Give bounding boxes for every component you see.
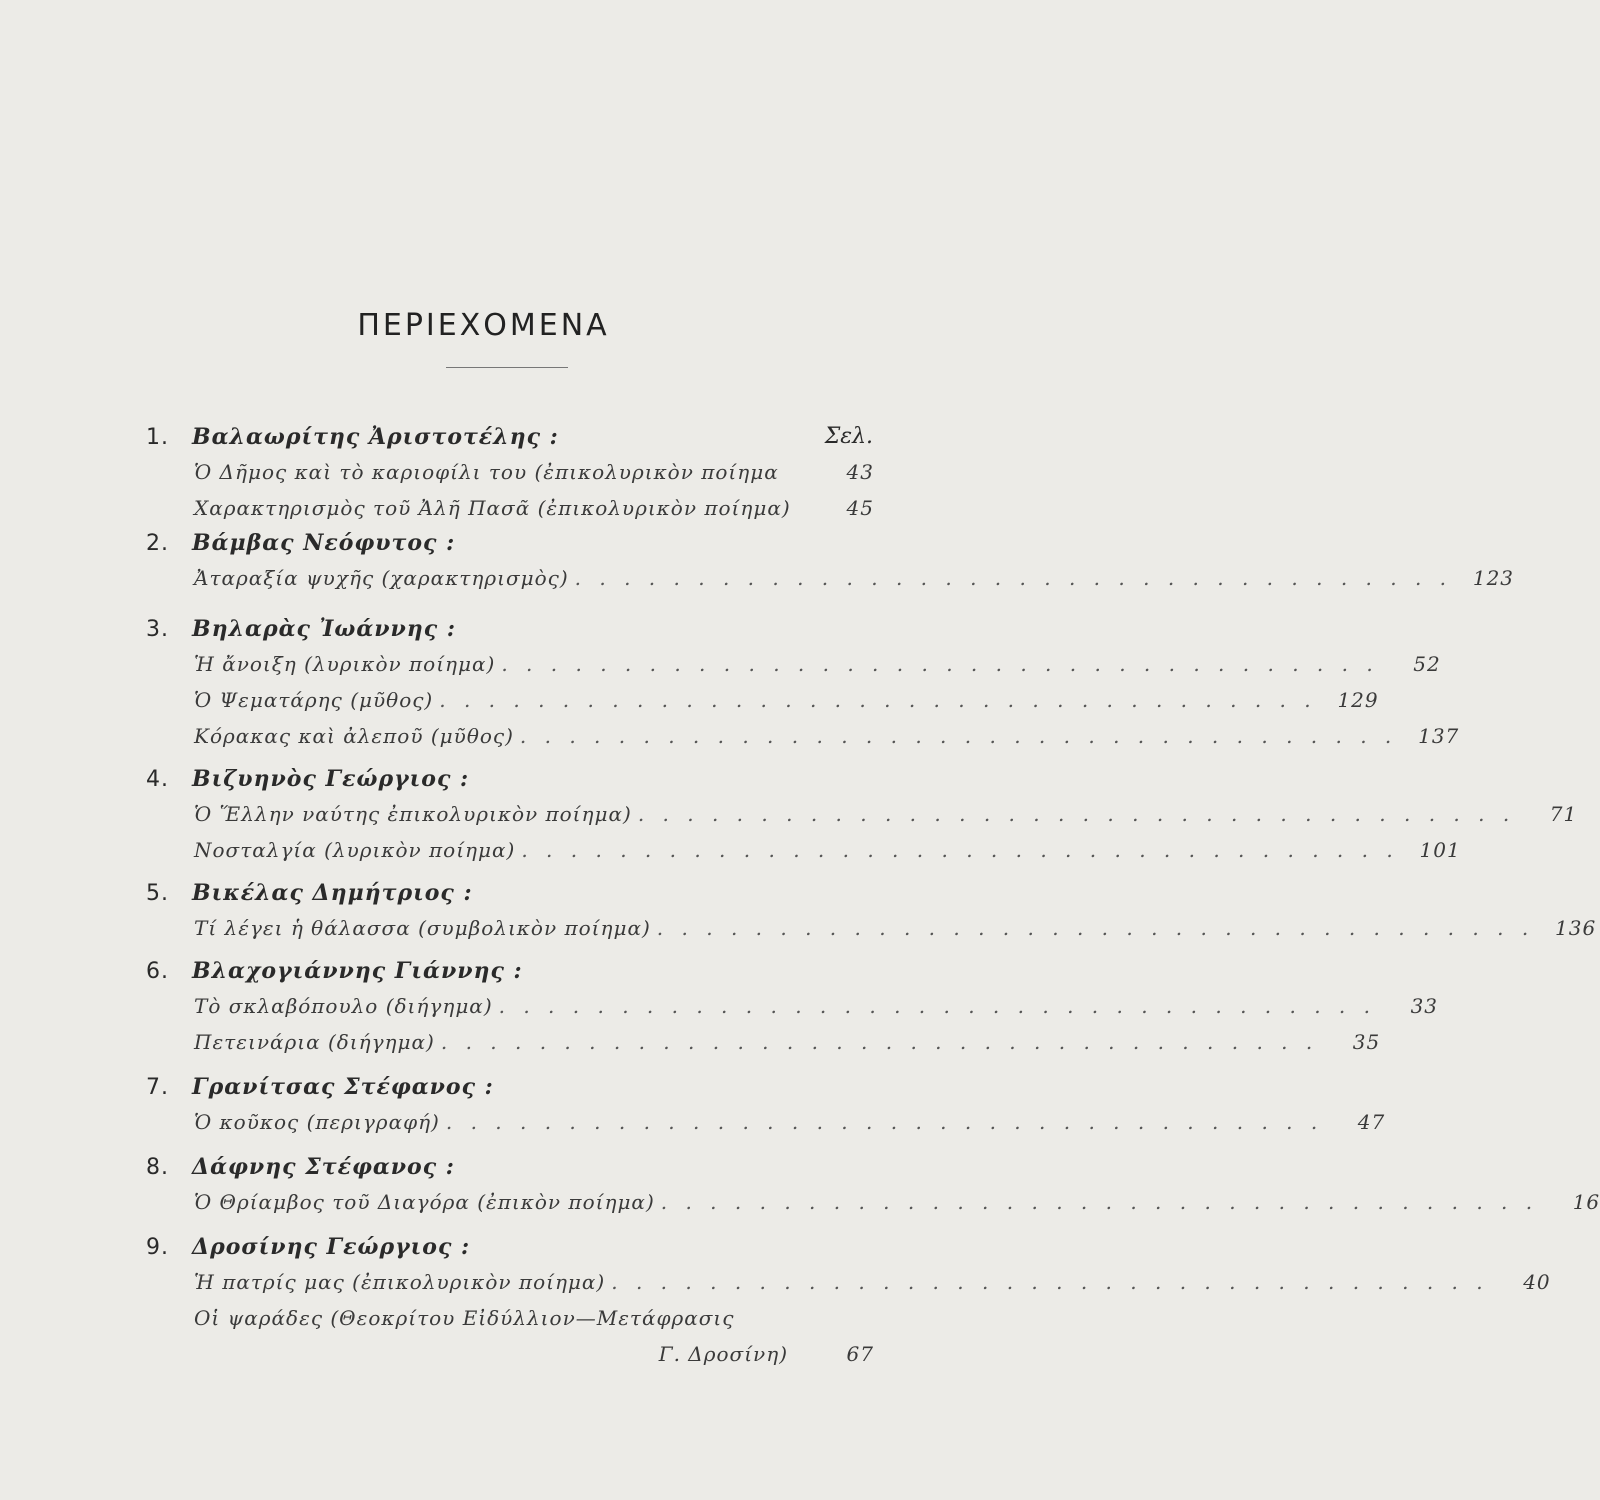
toc-entry-page: 40 (1523, 1270, 1551, 1294)
toc-author-name: Βλαχογιάννης Γιάννης : (192, 958, 523, 984)
toc-author (146, 1234, 796, 1260)
toc-entry[interactable] (194, 994, 1439, 1024)
toc-author-name: Δροσίνης Γεώργιος : (192, 1234, 471, 1260)
toc-entry-page: 33 (1410, 994, 1439, 1018)
toc-entry-page: 47 (1357, 1110, 1386, 1134)
toc-author-name: Βικέλας Δημήτριος : (192, 880, 473, 906)
toc-author-number: 2. (146, 531, 169, 556)
toc-entry-title: Ὁ Ἕλλην ναύτης ἐπικολυρικὸν ποίημα) (194, 802, 632, 826)
toc-author-number: 4. (146, 767, 169, 792)
toc-author (146, 530, 796, 556)
toc-continuation-page: 67 (846, 1342, 874, 1366)
toc-leader-dots: . . . . . . . . . . . . . . . . . . . . . . . . . . . . . . . . . . . . (656, 916, 1535, 940)
toc-entry-page: 136 (1555, 916, 1597, 940)
toc-entry-title: Τί λέγει ἡ θάλασσα (συμβολικὸν ποίημα) (194, 916, 651, 940)
toc-entry-title: Τὸ σκλαβόπουλο (διήγημα) (194, 994, 493, 1018)
toc-leader-dots: . . . . . . . . . . . . . . . . . . . . . . . . . . . . . . . . . . . . (519, 724, 1398, 748)
toc-entry[interactable] (194, 496, 874, 526)
toc-author-number: 6. (146, 959, 169, 984)
toc-author (146, 1154, 796, 1180)
toc-entry[interactable] (194, 566, 1515, 596)
toc-entry-title: Χαρακτηρισμὸς τοῦ Ἀλῆ Πασᾶ (ἐπικολυρικὸν ποίημα) (194, 496, 791, 520)
toc-leader-dots: . . . . . . . . . . . . . . . . . . . . . . . . . . . . . . . . . . . . (440, 1030, 1319, 1054)
toc-author-number: 3. (146, 617, 169, 642)
toc-leader-dots: . . . . . . . . . . . . . . . . . . . . . . . . . . . . . . . . . . . . (498, 994, 1377, 1018)
toc-author (146, 1074, 796, 1100)
toc-entry-title: Ὁ κοῦκος (περιγραφή) (194, 1110, 440, 1134)
toc-entry[interactable] (194, 688, 1379, 718)
page-column-label: Σελ. (824, 424, 873, 449)
toc-entry-page: 137 (1418, 724, 1460, 748)
toc-entry[interactable] (194, 802, 1578, 832)
toc-author (146, 616, 796, 642)
toc-author-name: Βιζυηνὸς Γεώργιος : (192, 766, 470, 792)
toc-entry-title: Ὁ Ψεματάρης (μῦθος) (194, 688, 434, 712)
toc-author (146, 766, 796, 792)
toc-entry[interactable] (194, 916, 1597, 946)
toc-entry-page: 35 (1352, 1030, 1381, 1054)
toc-entry-page: 123 (1472, 566, 1515, 590)
toc-author-name: Βηλαρὰς Ἰωάννης : (192, 616, 456, 642)
toc-author-name: Γρανίτσας Στέφανος : (192, 1074, 494, 1100)
toc-continuation-text: Γ. Δροσίνη) (658, 1342, 788, 1366)
toc-entry[interactable] (194, 724, 1460, 754)
toc-entry-title: Ἡ ἄνοιξη (λυρικὸν ποίημα) (194, 652, 496, 676)
toc-leader-dots: . . . . . . . . . . . . . . . . . . . . . . . . . . . . . . . . . . . . (611, 1270, 1489, 1294)
title-divider (446, 367, 568, 368)
toc-entry-page: 43 (846, 460, 874, 484)
toc-entry-title: Κόρακας καὶ ἀλεποῦ (μῦθος) (194, 724, 514, 748)
toc-leader-dots: . . . . . . . . . . . . . . . . . . . . . . . . . . . . . . . . . . . . (574, 566, 1453, 590)
toc-author (146, 958, 796, 984)
page-title: ΠΕΡΙΕΧΟΜΕΝΑ (357, 308, 610, 343)
toc-entry-page: 45 (846, 496, 874, 520)
toc-entry[interactable] (194, 1270, 1551, 1300)
toc-entry-continuation (194, 1342, 874, 1372)
toc-author (146, 424, 796, 450)
toc-entry[interactable] (194, 652, 1441, 682)
toc-entry-title: Νοσταλγία (λυρικὸν ποίημα) (194, 838, 516, 862)
toc-author-name: Βάμβας Νεόφυτος : (192, 530, 456, 556)
toc-author-name: Βαλαωρίτης Ἀριστοτέλης : (192, 424, 559, 450)
toc-leader-dots: . . . . . . . . . . . . . . . . . . . . . . . . . . . . . . . . . . . . (445, 1110, 1324, 1134)
toc-entry[interactable] (194, 460, 874, 490)
toc-entry-title: Πετεινάρια (διήγημα) (194, 1030, 435, 1054)
toc-leader-dots: . . . . . . . . . . . . . . . . . . . . . . . . . . . . . . . . . . . . (439, 688, 1317, 712)
toc-leader-dots: . . . . . . . . . . . . . . . . . . . . . . . . . . . . . . . . . . . . (501, 652, 1379, 676)
toc-author (146, 880, 796, 906)
toc-entry[interactable] (194, 838, 1461, 868)
toc-entry[interactable] (194, 1306, 874, 1336)
toc-entry-title: Ἀταραξία ψυχῆς (χαρακτηρισμὸς) (194, 566, 569, 590)
toc-entry-title: Οἱ ψαράδες (Θεοκρίτου Εἰδύλλιον—Μετάφρασις (194, 1306, 735, 1330)
toc-author-number: 8. (146, 1155, 169, 1180)
toc-entry-title: Ἡ πατρίς μας (ἐπικολυρικὸν ποίημα) (194, 1270, 606, 1294)
toc-author-number: 9. (146, 1235, 169, 1260)
toc-author-name: Δάφνης Στέφανος : (192, 1154, 455, 1180)
toc-author-number: 5. (146, 881, 169, 906)
toc-entry-title: Ὁ Δῆμος καὶ τὸ καριοφίλι του (ἐπικολυρικὸν ποίημα (194, 460, 779, 484)
toc-entry[interactable] (194, 1110, 1386, 1140)
toc-leader-dots: . . . . . . . . . . . . . . . . . . . . . . . . . . . . . . . . . . . . (660, 1190, 1539, 1214)
toc-author-number: 7. (146, 1075, 169, 1100)
toc-entry-page: 52 (1413, 652, 1441, 676)
toc-entry-page: 129 (1337, 688, 1379, 712)
toc-entry-page: 101 (1419, 838, 1461, 862)
toc-author-number: 1. (146, 425, 169, 450)
toc-entry[interactable] (194, 1190, 1600, 1220)
toc-entry-page: 71 (1549, 802, 1578, 826)
toc-leader-dots: . . . . . . . . . . . . . . . . . . . . . . . . . . . . . . . . . . . . (521, 838, 1399, 862)
toc-entry-page: 16 (1572, 1190, 1600, 1214)
toc-entry[interactable] (194, 1030, 1381, 1060)
toc-leader-dots: . . . . . . . . . . . . . . . . . . . . . . . . . . . . . . . . . . . . (637, 802, 1516, 826)
toc-entry-title: Ὁ Θρίαμβος τοῦ Διαγόρα (ἐπικὸν ποίημα) (194, 1190, 655, 1214)
